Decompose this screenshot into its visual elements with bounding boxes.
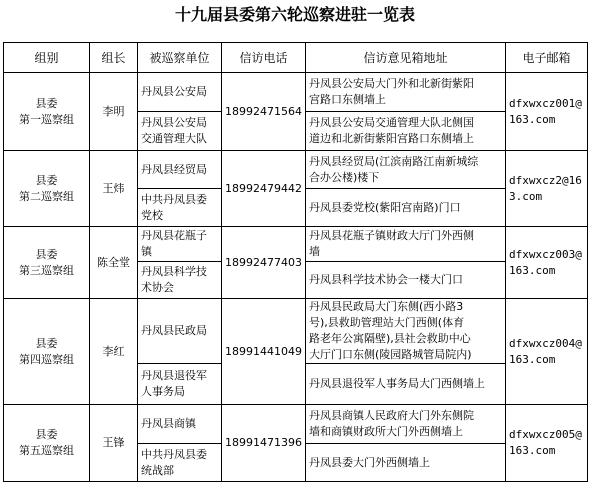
page-title: 十九届县委第六轮巡察进驻一览表 [174, 5, 415, 24]
mailbox-address-cell: 丹凤县民政局大门东侧(西小路3 号),县救助管理站大门西侧(体育 路老年公寓隔壁),县社会救助中心 大厅门口东侧(陵园路城管局院内) [306, 299, 506, 364]
mailbox-address-cell: 丹凤县委党校(紫阳宫南路)门口 [306, 189, 506, 227]
group-name-cell: 县委 第三巡察组 [4, 227, 90, 299]
mailbox-address-cell: 丹凤县公安局交通管理大队北侧国 道边和北新街紫阳宫路口东侧墙上 [306, 112, 506, 151]
header-address: 信访意见箱地址 [306, 43, 506, 73]
group-name-cell: 县委 第二巡察组 [4, 151, 90, 227]
phone-cell: 18991471396 [222, 405, 306, 482]
group-name-cell: 县委 第五巡察组 [4, 405, 90, 482]
table-row [4, 405, 588, 444]
group-name-cell: 县委 第四巡察组 [4, 299, 90, 405]
table-row [4, 151, 588, 189]
email-cell: dfxwxcz004@ 163.com [506, 299, 588, 405]
leader-cell: 李明 [90, 73, 138, 151]
mailbox-address-cell: 丹凤县商镇人民政府大门外东侧院 墙和商镇财政所大门外西侧墙上 [306, 405, 506, 444]
email-cell: dfxwxcz003@ 163.com [506, 227, 588, 299]
header-email: 电子邮箱 [506, 43, 588, 73]
inspected-unit-cell: 丹凤县公安局 交通管理大队 [138, 112, 222, 151]
phone-cell: 18992471564 [222, 73, 306, 151]
leader-cell: 陈全堂 [90, 227, 138, 299]
inspected-unit-cell: 丹凤县科学技 术协会 [138, 262, 222, 299]
mailbox-address-cell: 丹凤县委大门外西侧墙上 [306, 444, 506, 482]
email-cell: dfxwxcz001@ 163.com [506, 73, 588, 151]
mailbox-address-cell: 丹凤县公安局大门外和北新街紫阳 宫路口东侧墙上 [306, 73, 506, 112]
email-cell: dfxwxcz2@16 3.com [506, 151, 588, 227]
header-group: 组别 [4, 43, 90, 73]
inspected-unit-cell: 丹凤县经贸局 [138, 151, 222, 189]
mailbox-address-cell: 丹凤县花瓶子镇财政大厅门外西侧 墙 [306, 227, 506, 262]
table-row [4, 227, 588, 262]
table-body [4, 73, 588, 482]
inspected-unit-cell: 丹凤县退役军 人事务局 [138, 364, 222, 405]
table-row [4, 299, 588, 364]
mailbox-address-cell: 丹凤县科学技术协会一楼大门口 [306, 262, 506, 299]
table-header-row [4, 43, 588, 73]
inspected-unit-cell: 中共丹凤县委 党校 [138, 189, 222, 227]
inspected-unit-cell: 丹凤县花瓶子 镇 [138, 227, 222, 262]
table-row [4, 73, 588, 112]
inspected-unit-cell: 丹凤县公安局 [138, 73, 222, 112]
inspected-unit-cell: 丹凤县民政局 [138, 299, 222, 364]
mailbox-address-cell: 丹凤县退役军人事务局大门西侧墙上 [306, 364, 506, 405]
header-phone: 信访电话 [222, 43, 306, 73]
phone-cell: 18992479442 [222, 151, 306, 227]
phone-cell: 18992477403 [222, 227, 306, 299]
leader-cell: 李红 [90, 299, 138, 405]
inspected-unit-cell: 中共丹凤县委 统战部 [138, 444, 222, 482]
email-cell: dfxwxcz005@ 163.com [506, 405, 588, 482]
phone-cell: 18991441049 [222, 299, 306, 405]
inspected-unit-cell: 丹凤县商镇 [138, 405, 222, 444]
group-name-cell: 县委 第一巡察组 [4, 73, 90, 151]
header-leader: 组长 [90, 43, 138, 73]
header-unit: 被巡察单位 [138, 43, 222, 73]
leader-cell: 王锋 [90, 405, 138, 482]
inspection-table [3, 42, 588, 482]
mailbox-address-cell: 丹凤县经贸局(江滨南路江南新城综 合办公楼)楼下 [306, 151, 506, 189]
leader-cell: 王炜 [90, 151, 138, 227]
